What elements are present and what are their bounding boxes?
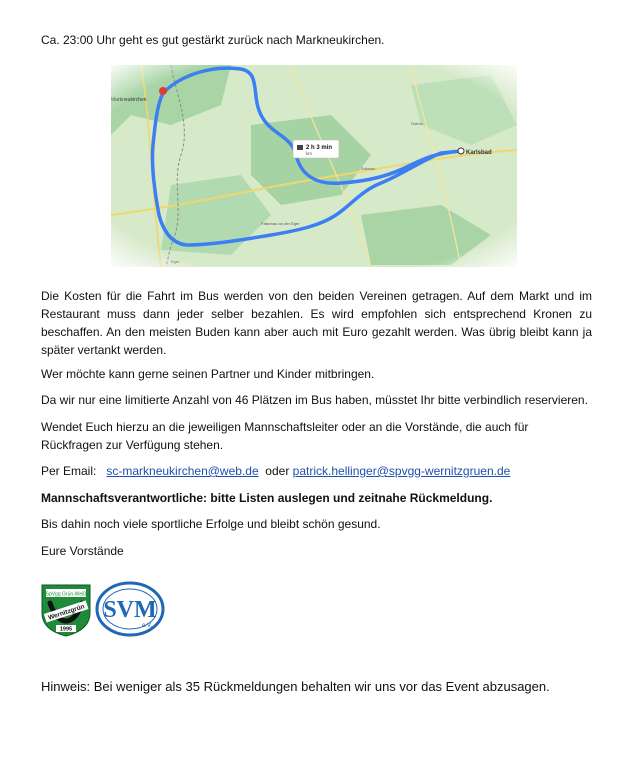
signature: Eure Vorstände [41, 544, 124, 558]
closing-paragraph: Bis dahin noch viele sportliche Erfolge und bleibt schön gesund. [41, 517, 381, 531]
costs-paragraph: Die Kosten für die Fahrt im Bus werden von den beiden Vereinen getragen. Auf dem Markt und im Restaurant muss dann jeder selber bezahlen. Es wird empfohlen sich entsprechend Kronen zu beschaffen. An den meisten Buden kann aber auch mit Euro gezahlt werden. Was übrig bleibt kann ja später vertankt werden. [41, 289, 592, 357]
logo-year: 1995 [59, 626, 73, 633]
logo-name: Wernitzgrün [47, 603, 86, 622]
partner-paragraph: Wer möchte kann gerne seinen Partner und Kinder mitbringen. [41, 367, 375, 381]
email-label: Per Email: [41, 464, 97, 478]
spvgg-wernitzgruen-logo [40, 583, 92, 637]
logo-letters: SVM [103, 597, 157, 623]
responsible-paragraph: Mannschaftsverantwortliche: bitte Listen auslegen und zeitnahe Rückmeldung. [41, 491, 493, 505]
contact-paragraph: Wendet Euch hierzu an die jeweiligen Mannschaftsleiter oder an die Vorstände, die auch für Rückfragen zur Verfügung stehen. [41, 420, 529, 452]
svm-logo [95, 581, 165, 637]
email-link-markneukirchen[interactable]: sc-markneukirchen@web.de [106, 464, 259, 478]
intro-text: Ca. 23:00 Uhr geht es gut gestärkt zurück nach Markneukirchen. [41, 33, 385, 47]
logo-suffix: e.V. [141, 623, 153, 629]
email-link-wernitzgruen[interactable]: patrick.hellinger@spvgg-wernitzgruen.de [292, 464, 511, 478]
route-map [111, 65, 517, 267]
seats-paragraph: Da wir nur eine limitierte Anzahl von 46 Plätzen im Bus haben, müsstet Ihr bitte verbindlich reservieren. [41, 393, 588, 407]
logo-top-text: SpVgg Grün-Weiß [45, 591, 87, 598]
email-joiner: oder [265, 464, 290, 478]
email-line [41, 462, 592, 480]
hint-text: Hinweis: Bei weniger als 35 Rückmeldungen behalten wir uns vor das Event abzusagen. [41, 679, 550, 694]
